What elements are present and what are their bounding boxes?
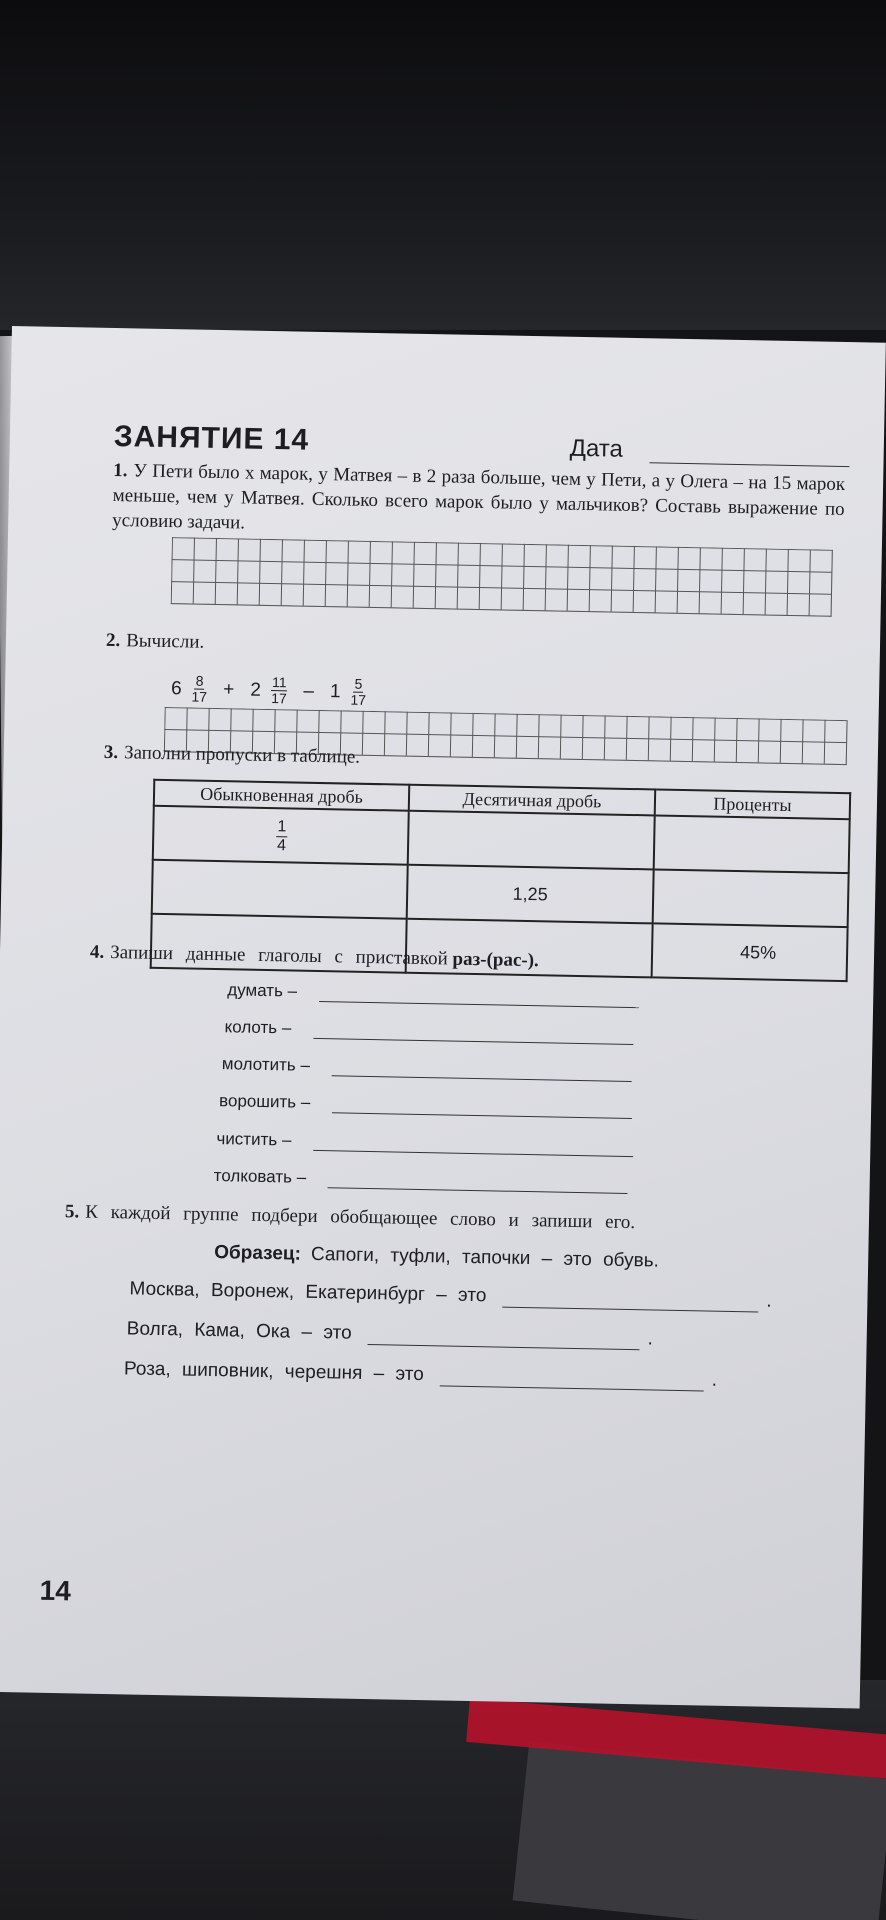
- date-line[interactable]: [649, 462, 849, 467]
- task-1-text: У Пети было x марок, у Матвея – в 2 раза больше, чем у Пети, а у Олега – на 15 марок меньше, чем у Матвея. Сколько всего марок было у мальчиков? Составь выражение по условию задачи.: [112, 460, 846, 534]
- answer-line[interactable]: [332, 1058, 632, 1082]
- fraction-one-quarter: [276, 818, 288, 855]
- term-1-whole: 6: [170, 677, 182, 699]
- group-row: [129, 1278, 771, 1312]
- background-top: [0, 0, 886, 330]
- cell-decimal[interactable]: [408, 811, 655, 870]
- verb-label: колоть –: [224, 1017, 292, 1038]
- verb-row: [227, 980, 639, 1008]
- fraction-numerator: 1: [276, 818, 287, 837]
- cell-percent[interactable]: 45%: [652, 923, 848, 981]
- cell-percent[interactable]: [654, 815, 850, 873]
- sample-text: Сапоги, туфли, тапочки – это обувь.: [310, 1243, 660, 1272]
- operator-minus: –: [303, 680, 315, 702]
- verb-row: [222, 1054, 632, 1082]
- cell-fraction[interactable]: [152, 860, 408, 919]
- fraction-denominator: 4: [276, 837, 287, 855]
- term-3-fraction: [350, 677, 366, 708]
- task-2-number: 2.: [105, 629, 121, 652]
- verb-row: [214, 1166, 629, 1194]
- term-2-whole: 2: [250, 679, 262, 701]
- term-2-denominator: 17: [271, 690, 287, 707]
- term-3-denominator: 17: [350, 691, 367, 708]
- answer-line[interactable]: [502, 1288, 758, 1313]
- page-number: 14: [39, 1574, 72, 1607]
- period: .: [647, 1328, 654, 1350]
- sample-row: [214, 1242, 659, 1273]
- answer-line[interactable]: [328, 1170, 628, 1194]
- header-percent: Проценты: [655, 789, 850, 819]
- term-1-fraction: [191, 674, 207, 705]
- verb-row: [216, 1129, 633, 1157]
- date-label: Дата: [569, 434, 624, 463]
- term-3-whole: 1: [329, 680, 341, 702]
- task-5-number: 5.: [64, 1201, 80, 1223]
- task-4-prefix: раз-(рас-).: [452, 948, 539, 972]
- answer-line[interactable]: [332, 1095, 632, 1119]
- header-fraction: Обыкновенная дробь: [154, 780, 409, 811]
- task-4-number: 4.: [89, 941, 105, 963]
- answer-line[interactable]: [319, 984, 639, 1008]
- term-3-numerator: 5: [354, 675, 363, 692]
- task-1-number: 1.: [113, 459, 128, 482]
- answer-line[interactable]: [367, 1325, 639, 1350]
- workbook-page: [0, 326, 886, 1709]
- answer-line[interactable]: [313, 1133, 633, 1157]
- term-2-numerator: 11: [271, 674, 287, 691]
- group-words: Москва, Воронеж, Екатеринбург – это: [129, 1278, 487, 1307]
- period: .: [711, 1369, 718, 1391]
- verb-label: думать –: [227, 980, 298, 1001]
- group-row: [124, 1358, 717, 1391]
- task-1: [112, 458, 845, 547]
- verb-label: ворошить –: [218, 1091, 311, 1112]
- group-words: Волга, Кама, Ока – это: [126, 1318, 352, 1344]
- task-2: [106, 628, 406, 659]
- cell-fraction[interactable]: [153, 806, 409, 865]
- calc-expression: [171, 673, 367, 708]
- task-2-text: Вычисли.: [126, 630, 205, 653]
- verb-label: чистить –: [216, 1129, 292, 1150]
- task-3-number: 3.: [103, 741, 119, 764]
- task-4-text: Запиши данные глаголы с приставкой: [110, 942, 448, 970]
- lesson-title: ЗАНЯТИЕ 14: [113, 419, 310, 457]
- header-decimal: Десятичная дробь: [409, 785, 655, 816]
- group-row: [127, 1318, 654, 1350]
- term-2-fraction: [271, 675, 288, 706]
- answer-grid-1[interactable]: [171, 537, 833, 617]
- cell-decimal[interactable]: 1,25: [407, 865, 654, 924]
- period: .: [766, 1290, 772, 1312]
- group-words: Роза, шиповник, черешня – это: [123, 1358, 425, 1386]
- verb-label: молотить –: [221, 1054, 311, 1075]
- verb-row: [219, 1091, 632, 1119]
- sample-label: Образец:: [214, 1242, 302, 1265]
- task-3-text: Заполни пропуски в таблице.: [123, 742, 361, 768]
- cell-percent[interactable]: [653, 869, 849, 927]
- answer-line[interactable]: [440, 1366, 704, 1391]
- task-5: [65, 1199, 855, 1239]
- answer-line[interactable]: [313, 1021, 633, 1045]
- verb-row: [224, 1017, 633, 1045]
- verb-label: толковать –: [213, 1166, 307, 1187]
- term-1-numerator: 8: [195, 672, 204, 689]
- term-1-denominator: 17: [191, 688, 208, 705]
- task-5-text: К каждой группе подбери обобщающее слово и запиши его.: [85, 1201, 636, 1234]
- operator-plus: +: [223, 678, 235, 700]
